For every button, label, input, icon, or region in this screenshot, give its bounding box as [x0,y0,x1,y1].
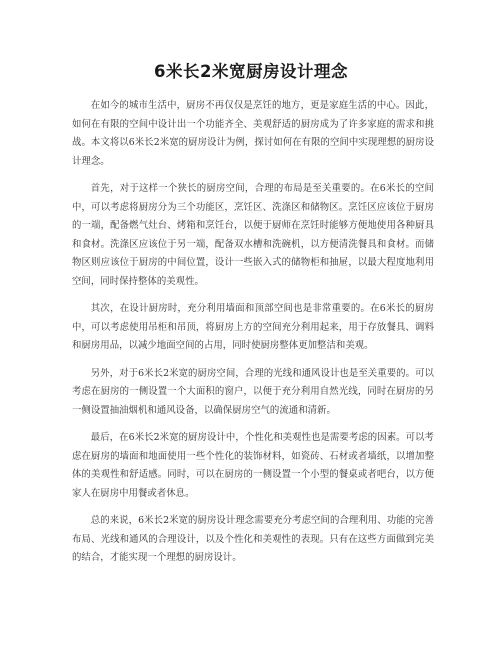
paragraph-intro: 在如今的城市生活中，厨房不再仅仅是烹饪的地方，更是家庭生活的中心。因此，如何在有限的空间中设计出一个功能齐全、美观舒适的厨房成为了许多家庭的需求和挑战。本文将以6米长2米宽的厨房设计为例，探讨如何在有限的空间中实现理想的厨房设计理念。 [72,100,434,167]
paragraph-light-ventilation: 另外，对于6米长2米宽的厨房空间，合理的光线和通风设计也是至关重要的。可以考虑在厨房的一侧设置一个大面积的窗户，以便于充分利用自然光线，同时在厨房的另一侧设置抽油烟机和通风设备，以确保厨房空气的流通和清新。 [72,367,434,416]
paragraph-layout: 首先，对于这样一个狭长的厨房空间，合理的布局是至关重要的。在6米长的空间中，可以考虑将厨房分为三个功能区，烹饪区、洗涤区和储物区。烹饪区应该位于厨房的一端，配备燃气灶台、烤箱和烹饪台，以便于厨师在烹饪时能够方便地使用各种厨具和食材。洗涤区应该位于另一端，配备双水槽和洗碗机，以方便清洗餐具和食材。而储物区则应该位于厨房的中间位置，设计一些嵌入式的储物柜和抽屉，以最大程度地利用空间，同时保持整体的美观性。 [72,183,434,287]
paragraph-wall-space: 其次，在设计厨房时，充分利用墙面和顶部空间也是非常重要的。在6米长的厨房中，可以考虑使用吊柜和吊顶，将厨房上方的空间充分利用起来，用于存放餐具、调料和厨房用品，以减少地面空间的占用，同时使厨房整体更加整洁和美观。 [72,303,434,351]
paragraph-conclusion: 总的来说，6米长2米宽的厨房设计理念需要充分考虑空间的合理利用、功能的完善布局、光线和通风的合理设计，以及个性化和美观性的表现。只有在这些方面做到完美的结合，才能实现一个理想的厨房设计。 [72,515,434,563]
document-body [72,97,434,577]
document-title: 6米长2米宽厨房设计理念 [154,62,348,81]
paragraph-personalization: 最后，在6米长2米宽的厨房设计中，个性化和美观性也是需要考虑的因素。可以考虑在厨房的墙面和地面使用一些个性化的装饰材料，如瓷砖、石材或者墙纸，以增加整体的美观性和舒适感。同时，可以在厨房的一侧设置一个小型的餐桌或者吧台，以方便家人在厨房中用餐或者休息。 [72,432,434,499]
